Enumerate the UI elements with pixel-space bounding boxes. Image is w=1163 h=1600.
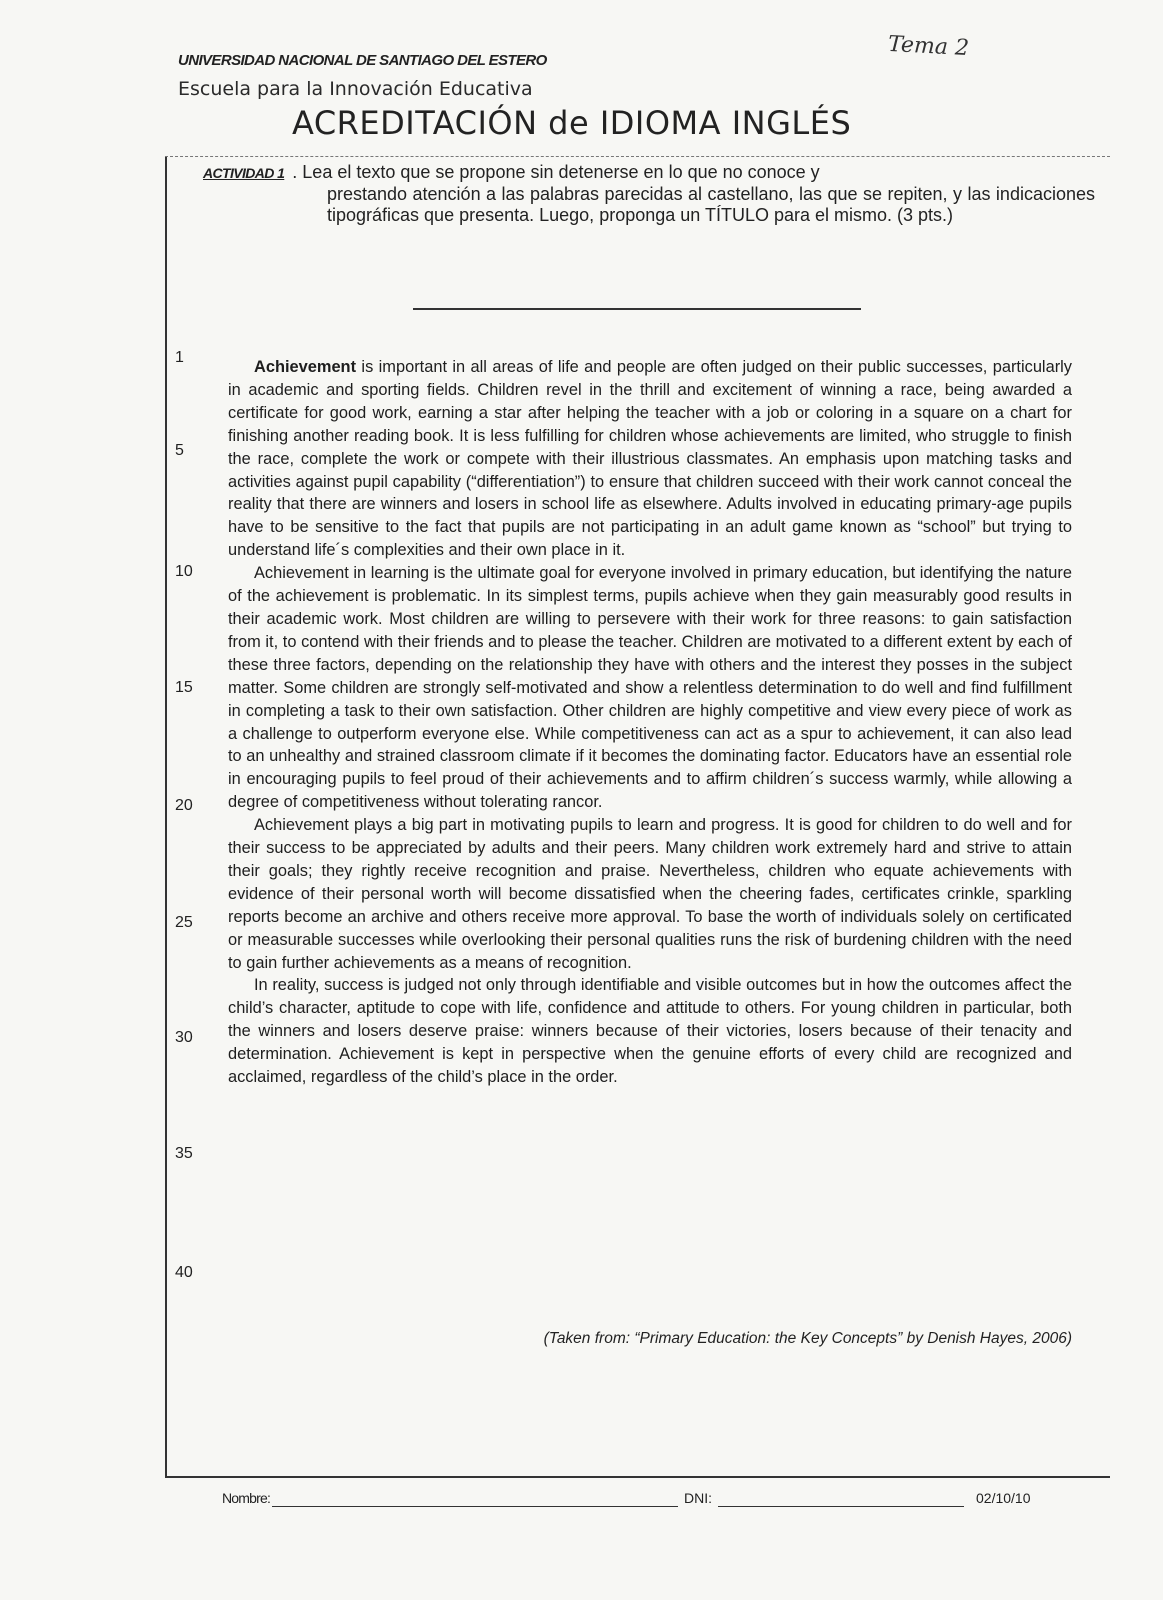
name-label: Nombre: xyxy=(222,1490,271,1506)
reading-text xyxy=(228,356,1072,1089)
school-name: Escuela para la Innovación Educativa xyxy=(178,78,533,100)
handwritten-note: Tema 2 xyxy=(887,31,970,62)
paragraph-4: In reality, success is judged not only through identifiable and visible outcomes but in how the outcomes affect the child’s character, aptitude to cope with life, confidence and attitude to others. For young children in particular, both the winners and losers deserve praise: winners because of their victories, losers because of their tenacity and determination. Achievement is kept in perspective when the genuine efforts of every child are recognized and acclaimed, regardless of the child’s place in the order. xyxy=(228,976,1072,1087)
university-name: UNIVERSIDAD NACIONAL DE SANTIAGO DEL ESTERO xyxy=(178,52,547,69)
line-number: 30 xyxy=(175,1029,193,1046)
line-number: 5 xyxy=(175,442,184,459)
line-number: 10 xyxy=(175,563,193,580)
activity-label: ACTIVIDAD 1 xyxy=(203,165,285,181)
line-number: 25 xyxy=(175,914,193,931)
line-number: 1 xyxy=(175,349,184,366)
activity-rest: prestando atención a las palabras parecidas al castellano, las que se repiten, y las indicaciones tipográficas que presenta. Luego, proponga un TÍTULO para el mismo. (3 pts.) xyxy=(327,184,1095,225)
top-rule xyxy=(165,156,1110,157)
dni-field[interactable] xyxy=(718,1506,964,1507)
paragraph-1-keyword: Achievement xyxy=(254,358,357,376)
paragraph-1 xyxy=(228,356,1072,562)
line-number: 15 xyxy=(175,679,193,696)
dni-label: DNI: xyxy=(684,1490,712,1506)
page-title: ACREDITACIÓN de IDIOMA INGLÉS xyxy=(292,104,852,142)
activity-instructions xyxy=(203,162,1095,226)
line-number: 40 xyxy=(175,1264,193,1281)
paragraph-1-text: is important in all areas of life and people are often judged on their public successes, particularly in academic and sporting fields. Children revel in the thrill and excitement of winning a race, being awarded a certificate for good work, earning a star after helping the teacher with a job or coloring in a square on a chart for finishing another reading book. It is less fulfilling for children whose achievements are limited, who struggle to finish the race, complete the work or compete with their illustrious classmates. An emphasis upon matching tasks and activities against pupil capability (“differentiation”) to ensure that children succeed with their work cannot conceal the reality that there are winners and losers in school life as elsewhere. Adults involved in educating primary-age pupils have to be sensitive to the fact that pupils are not participating in an adult game known as “school” but trying to understand life´s complexities and their own place in it. xyxy=(228,358,1072,560)
activity-line-1: . Lea el texto que se propone sin detenerse en lo que no conoce y xyxy=(292,162,820,182)
exam-date: 02/10/10 xyxy=(976,1490,1031,1506)
line-number: 20 xyxy=(175,797,193,814)
title-answer-line[interactable] xyxy=(413,308,861,310)
line-number: 35 xyxy=(175,1145,193,1162)
paragraph-2: Achievement in learning is the ultimate goal for everyone involved in primary education, but identifying the nature of the achievement is problematic. In its simplest terms, pupils achieve when they gain measurably good results in their academic work. Most children are willing to persevere with their work for three reasons: to gain satisfaction from it, to contend with their friends and to please the teacher. Children are motivated to a different extent by each of these three factors, depending on the relationship they have with others and the interest they posses in the subject matter. Some children are strongly self-motivated and show a relentless determination to do well and find fulfillment in completing a task to their own satisfaction. Other children are highly competitive and view every piece of work as a challenge to outperform everyone else. While competitiveness can act as a spur to achievement, it can also lead to an unhealthy and strained classroom climate if it becomes the dominating factor. Educators have an essential role in encouraging pupils to feel proud of their achievements and to affirm children´s success warmly, while allowing a degree of competitiveness without tolerating rancor. xyxy=(228,564,1072,812)
source-citation: (Taken from: “Primary Education: the Key Concepts” by Denish Hayes, 2006) xyxy=(543,1330,1072,1347)
name-field[interactable] xyxy=(272,1506,678,1507)
left-margin-rule xyxy=(165,156,167,1476)
paragraph-3: Achievement plays a big part in motivating pupils to learn and progress. It is good for children to do well and for their success to be appreciated by adults and their peers. Many children work extremely hard and strive to attain their goals; they rightly receive recognition and praise. Nevertheless, children who equate achievements with evidence of their personal worth will become dissatisfied when the cheering fades, certificates crinkle, sparkling reports become an archive and others receive more approval. To base the worth of individuals solely on certificated or measurable successes while overlooking their personal qualities runs the risk of burdening children with the need to gain further achievements as a means of recognition. xyxy=(228,816,1072,972)
bottom-rule xyxy=(165,1476,1110,1478)
